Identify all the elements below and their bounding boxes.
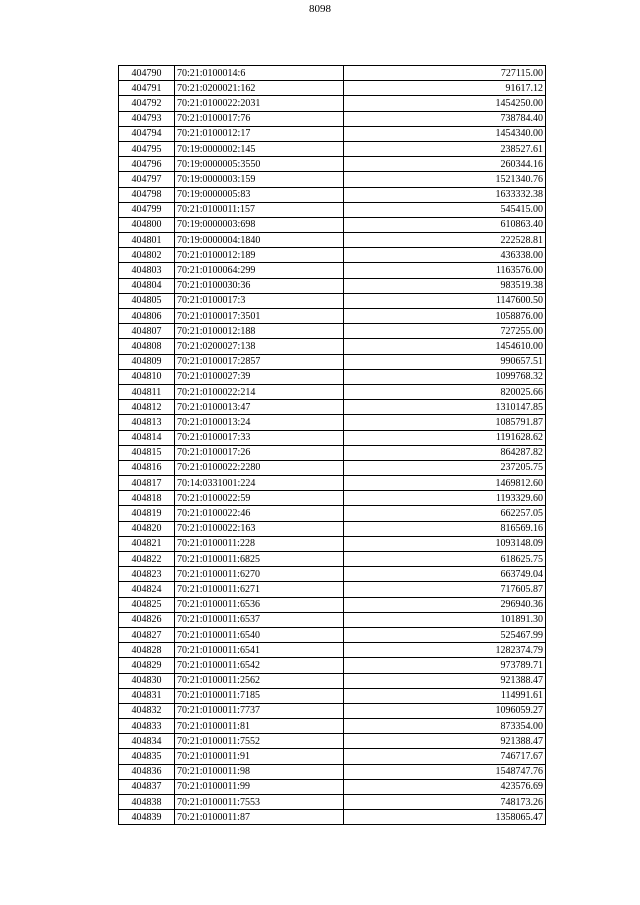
row-id-cell: 404790 [119,66,175,81]
row-id-cell: 404818 [119,491,175,506]
cadastral-number-cell: 70:19:0000002:145 [175,141,344,156]
cadastral-number-cell: 70:21:0100017:26 [175,445,344,460]
table-row [119,202,546,217]
table-row [119,491,546,506]
row-id-cell: 404837 [119,779,175,794]
cadastral-number-cell: 70:21:0100022:46 [175,506,344,521]
value-cell: 990657.51 [344,354,546,369]
value-cell: 1096059.27 [344,703,546,718]
value-cell: 864287.82 [344,445,546,460]
row-id-cell: 404796 [119,157,175,172]
table-row [119,384,546,399]
value-cell: 1454340.00 [344,126,546,141]
row-id-cell: 404805 [119,293,175,308]
cadastral-number-cell: 70:21:0100011:7737 [175,703,344,718]
table-row [119,141,546,156]
row-id-cell: 404834 [119,734,175,749]
table-row [119,430,546,445]
table-row [119,703,546,718]
row-id-cell: 404797 [119,172,175,187]
row-id-cell: 404823 [119,567,175,582]
cadastral-number-cell: 70:21:0100011:157 [175,202,344,217]
table-row [119,339,546,354]
row-id-cell: 404809 [119,354,175,369]
table-row [119,795,546,810]
table-row [119,126,546,141]
row-id-cell: 404799 [119,202,175,217]
cadastral-number-cell: 70:21:0100022:59 [175,491,344,506]
table-row [119,354,546,369]
cadastral-number-cell: 70:21:0100027:39 [175,369,344,384]
row-id-cell: 404825 [119,597,175,612]
value-cell: 727255.00 [344,324,546,339]
table-row [119,324,546,339]
cadastral-number-cell: 70:21:0100011:99 [175,779,344,794]
value-cell: 545415.00 [344,202,546,217]
value-cell: 1521340.76 [344,172,546,187]
value-cell: 873354.00 [344,719,546,734]
value-cell: 1093148.09 [344,536,546,551]
cadastral-number-cell: 70:21:0100011:7185 [175,688,344,703]
table-row [119,157,546,172]
cadastral-number-cell: 70:21:0100011:228 [175,536,344,551]
cadastral-number-cell: 70:21:0100012:17 [175,126,344,141]
cadastral-number-cell: 70:21:0100011:87 [175,810,344,825]
row-id-cell: 404810 [119,369,175,384]
table-row [119,460,546,475]
table-row [119,597,546,612]
value-cell: 1193329.60 [344,491,546,506]
cadastral-number-cell: 70:21:0100011:6270 [175,567,344,582]
table-row [119,111,546,126]
cadastral-number-cell: 70:21:0100012:188 [175,324,344,339]
table-row [119,400,546,415]
row-id-cell: 404800 [119,217,175,232]
value-cell: 1454610.00 [344,339,546,354]
table-row [119,81,546,96]
value-cell: 222528.81 [344,233,546,248]
value-cell: 238527.61 [344,141,546,156]
page-number: 8098 [309,3,331,15]
table-row [119,764,546,779]
row-id-cell: 404835 [119,749,175,764]
row-id-cell: 404806 [119,309,175,324]
row-id-cell: 404831 [119,688,175,703]
value-cell: 746717.67 [344,749,546,764]
table-row [119,293,546,308]
value-cell: 114991.61 [344,688,546,703]
row-id-cell: 404833 [119,719,175,734]
row-id-cell: 404839 [119,810,175,825]
value-cell: 618625.75 [344,552,546,567]
table-row [119,309,546,324]
row-id-cell: 404804 [119,278,175,293]
row-id-cell: 404821 [119,536,175,551]
row-id-cell: 404808 [119,339,175,354]
value-cell: 101891.30 [344,612,546,627]
table-row [119,612,546,627]
row-id-cell: 404819 [119,506,175,521]
value-cell: 525467.99 [344,627,546,642]
row-id-cell: 404803 [119,263,175,278]
table-row [119,233,546,248]
value-cell: 727115.00 [344,66,546,81]
table-row [119,688,546,703]
table-row [119,506,546,521]
table-row [119,734,546,749]
value-cell: 260344.16 [344,157,546,172]
row-id-cell: 404838 [119,795,175,810]
row-id-cell: 404832 [119,703,175,718]
row-id-cell: 404795 [119,141,175,156]
row-id-cell: 404828 [119,643,175,658]
registry-table-body [119,66,546,825]
value-cell: 1358065.47 [344,810,546,825]
cadastral-number-cell: 70:21:0100017:76 [175,111,344,126]
cadastral-number-cell: 70:21:0100022:214 [175,384,344,399]
cadastral-number-cell: 70:14:0331001:224 [175,476,344,491]
value-cell: 1633332.38 [344,187,546,202]
value-cell: 973789.71 [344,658,546,673]
table-row [119,369,546,384]
table-row [119,658,546,673]
value-cell: 1191628.62 [344,430,546,445]
cadastral-number-cell: 70:21:0100011:6271 [175,582,344,597]
value-cell: 816569.16 [344,521,546,536]
cadastral-number-cell: 70:21:0100011:7552 [175,734,344,749]
value-cell: 610863.40 [344,217,546,232]
row-id-cell: 404817 [119,476,175,491]
table-row [119,719,546,734]
value-cell: 1085791.87 [344,415,546,430]
cadastral-number-cell: 70:19:0000005:83 [175,187,344,202]
value-cell: 296940.36 [344,597,546,612]
value-cell: 1548747.76 [344,764,546,779]
cadastral-number-cell: 70:21:0100017:2857 [175,354,344,369]
row-id-cell: 404802 [119,248,175,263]
value-cell: 662257.05 [344,506,546,521]
cadastral-number-cell: 70:21:0100014:6 [175,66,344,81]
value-cell: 663749.04 [344,567,546,582]
cadastral-number-cell: 70:21:0100011:6540 [175,627,344,642]
value-cell: 921388.47 [344,734,546,749]
value-cell: 91617.12 [344,81,546,96]
cadastral-number-cell: 70:21:0100011:6825 [175,552,344,567]
row-id-cell: 404827 [119,627,175,642]
cadastral-number-cell: 70:21:0100064:299 [175,263,344,278]
row-id-cell: 404830 [119,673,175,688]
cadastral-number-cell: 70:21:0100017:33 [175,430,344,445]
cadastral-number-cell: 70:19:0000005:3550 [175,157,344,172]
cadastral-number-cell: 70:21:0100012:189 [175,248,344,263]
cadastral-number-cell: 70:21:0100013:24 [175,415,344,430]
row-id-cell: 404794 [119,126,175,141]
table-row [119,172,546,187]
row-id-cell: 404826 [119,612,175,627]
row-id-cell: 404820 [119,521,175,536]
cadastral-number-cell: 70:21:0100011:98 [175,764,344,779]
cadastral-number-cell: 70:21:0100011:6541 [175,643,344,658]
value-cell: 748173.26 [344,795,546,810]
value-cell: 738784.40 [344,111,546,126]
cadastral-number-cell: 70:21:0100013:47 [175,400,344,415]
value-cell: 1163576.00 [344,263,546,278]
cadastral-number-cell: 70:21:0100017:3 [175,293,344,308]
cadastral-number-cell: 70:21:0100011:6542 [175,658,344,673]
cadastral-number-cell: 70:19:0000003:159 [175,172,344,187]
table-row [119,521,546,536]
row-id-cell: 404791 [119,81,175,96]
cadastral-number-cell: 70:21:0100022:2031 [175,96,344,111]
cadastral-number-cell: 70:21:0200027:138 [175,339,344,354]
value-cell: 717605.87 [344,582,546,597]
value-cell: 436338.00 [344,248,546,263]
table-row [119,263,546,278]
row-id-cell: 404798 [119,187,175,202]
row-id-cell: 404811 [119,384,175,399]
value-cell: 1454250.00 [344,96,546,111]
row-id-cell: 404816 [119,460,175,475]
row-id-cell: 404822 [119,552,175,567]
table-row [119,66,546,81]
table-row [119,217,546,232]
cadastral-number-cell: 70:21:0100022:2280 [175,460,344,475]
row-id-cell: 404814 [119,430,175,445]
row-id-cell: 404836 [119,764,175,779]
cadastral-number-cell: 70:21:0100030:36 [175,278,344,293]
table-row [119,552,546,567]
row-id-cell: 404815 [119,445,175,460]
value-cell: 1099768.32 [344,369,546,384]
table-row [119,278,546,293]
cadastral-number-cell: 70:19:0000004:1840 [175,233,344,248]
value-cell: 1469812.60 [344,476,546,491]
row-id-cell: 404813 [119,415,175,430]
table-row [119,582,546,597]
row-id-cell: 404801 [119,233,175,248]
row-id-cell: 404792 [119,96,175,111]
value-cell: 1310147.85 [344,400,546,415]
row-id-cell: 404807 [119,324,175,339]
value-cell: 423576.69 [344,779,546,794]
row-id-cell: 404824 [119,582,175,597]
table-row [119,96,546,111]
cadastral-number-cell: 70:21:0100022:163 [175,521,344,536]
table-row [119,627,546,642]
table-row [119,643,546,658]
table-row [119,248,546,263]
table-row [119,536,546,551]
table-row [119,567,546,582]
cadastral-number-cell: 70:21:0100011:6536 [175,597,344,612]
cadastral-number-cell: 70:21:0100011:2562 [175,673,344,688]
cadastral-number-cell: 70:19:0000003:698 [175,217,344,232]
table-row [119,476,546,491]
value-cell: 1147600.50 [344,293,546,308]
cadastral-number-cell: 70:21:0200021:162 [175,81,344,96]
registry-table [118,65,546,825]
cadastral-number-cell: 70:21:0100011:7553 [175,795,344,810]
row-id-cell: 404793 [119,111,175,126]
value-cell: 983519.38 [344,278,546,293]
value-cell: 921388.47 [344,673,546,688]
row-id-cell: 404829 [119,658,175,673]
cadastral-number-cell: 70:21:0100011:91 [175,749,344,764]
table-row [119,749,546,764]
cadastral-number-cell: 70:21:0100011:6537 [175,612,344,627]
value-cell: 820025.66 [344,384,546,399]
value-cell: 237205.75 [344,460,546,475]
table-row [119,187,546,202]
cadastral-number-cell: 70:21:0100017:3501 [175,309,344,324]
table-row [119,445,546,460]
value-cell: 1282374.79 [344,643,546,658]
table-row [119,810,546,825]
cadastral-number-cell: 70:21:0100011:81 [175,719,344,734]
table-row [119,415,546,430]
row-id-cell: 404812 [119,400,175,415]
table-row [119,673,546,688]
table-row [119,779,546,794]
value-cell: 1058876.00 [344,309,546,324]
